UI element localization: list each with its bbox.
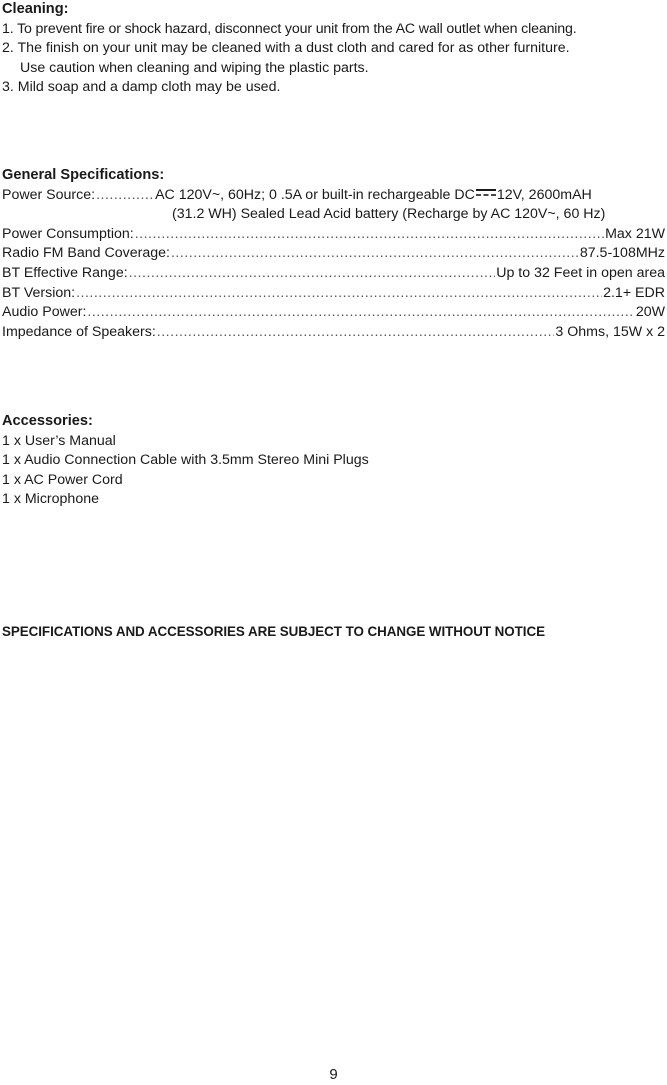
spec-value: 20W xyxy=(635,304,665,321)
spec-value: 87.5-108MHz xyxy=(579,245,665,262)
leader-dots xyxy=(171,244,579,264)
spec-value: Up to 32 Feet in open area xyxy=(496,264,665,281)
specs-heading: General Specifications: xyxy=(2,167,165,183)
accessories-heading: Accessories: xyxy=(2,413,93,429)
spec-label: Power Source: xyxy=(2,186,96,203)
dc-symbol-icon xyxy=(476,188,496,197)
spec-value: 2.1+ EDR xyxy=(603,284,665,301)
spec-label: Power Consumption: xyxy=(2,225,134,242)
spec-bt-version xyxy=(2,284,665,304)
leader-dots xyxy=(135,225,604,245)
notice-section xyxy=(2,622,665,642)
spec-value: AC 120V~, 60Hz; 0 .5A or built-in rechargeable DC 12V, 2600mAH xyxy=(155,186,592,203)
cleaning-item-1: 1. To prevent fire or shock hazard, disconnect your unit from the AC wall outlet when cleaning. xyxy=(2,20,577,37)
cleaning-item-2: 2. The finish on your unit may be cleaned with a dust cloth and cared for as other furniture. xyxy=(2,40,570,57)
specs-section xyxy=(2,166,665,342)
spec-label: BT Effective Range: xyxy=(2,264,128,281)
leader-dots xyxy=(129,264,496,284)
leader-dots xyxy=(96,186,154,206)
spec-label: Impedance of Speakers: xyxy=(2,323,156,340)
spec-label: BT Version: xyxy=(2,284,76,301)
spec-power-consumption xyxy=(2,225,665,245)
accessories-section xyxy=(2,412,665,510)
spec-label: Audio Power: xyxy=(2,304,87,321)
accessory-item: 1 x Microphone xyxy=(2,491,99,508)
spec-fm-band xyxy=(2,244,665,264)
cleaning-item-3: 3. Mild soap and a damp cloth may be used. xyxy=(2,79,281,96)
accessory-item: 1 x AC Power Cord xyxy=(2,471,123,488)
spec-audio-power xyxy=(2,303,665,323)
spec-speaker-impedance xyxy=(2,323,665,343)
cleaning-section xyxy=(2,0,665,98)
spec-value: 3 Ohms, 15W x 2 xyxy=(555,323,665,340)
leader-dots xyxy=(87,303,634,323)
leader-dots xyxy=(76,284,602,304)
accessory-item: 1 x User’s Manual xyxy=(2,432,116,449)
leader-dots xyxy=(157,323,555,343)
spec-power-source xyxy=(2,186,665,206)
spec-power-source-cont: (31.2 WH) Sealed Lead Acid battery (Recharge by AC 120V~, 60 Hz) xyxy=(172,206,606,223)
page-number: 9 xyxy=(329,1066,338,1083)
cleaning-item-2-cont: Use caution when cleaning and wiping the plastic parts. xyxy=(20,59,369,76)
change-notice: SPECIFICATIONS AND ACCESSORIES ARE SUBJECT TO CHANGE WITHOUT NOTICE xyxy=(2,624,545,639)
spec-bt-range xyxy=(2,264,665,284)
spec-label: Radio FM Band Coverage: xyxy=(2,245,170,262)
accessory-item: 1 x Audio Connection Cable with 3.5mm Stereo Mini Plugs xyxy=(2,452,369,469)
cleaning-heading: Cleaning: xyxy=(2,1,69,17)
spec-value: Max 21W xyxy=(605,225,665,242)
